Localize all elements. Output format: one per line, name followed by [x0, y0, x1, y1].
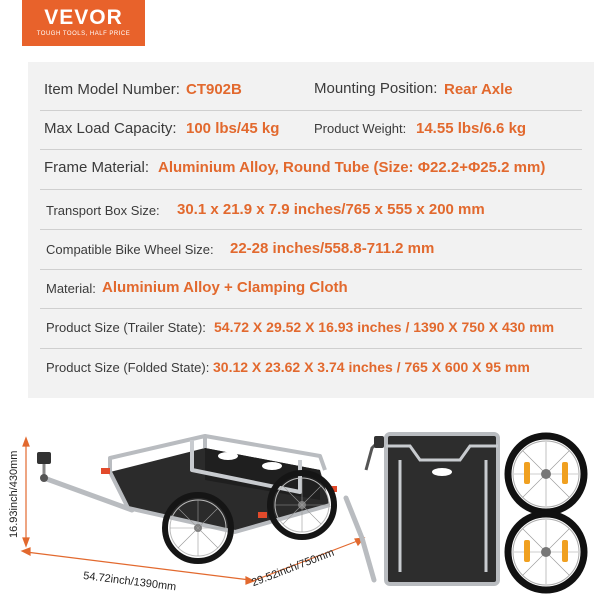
- trailer-folded: [346, 434, 498, 584]
- weight-label: Product Weight:: [314, 121, 407, 136]
- material-label: Material:: [46, 281, 96, 296]
- weight-value: 14.55 lbs/6.6 kg: [416, 120, 527, 137]
- box-label: Transport Box Size:: [46, 203, 160, 218]
- mount-value: Rear Axle: [444, 81, 513, 98]
- spare-wheels: [508, 436, 584, 590]
- folded-value: 30.12 X 23.62 X 3.74 inches / 765 X 600 X 95 mm: [213, 359, 530, 375]
- logo-tagline: TOUGH TOOLS, HALF PRICE: [36, 31, 131, 37]
- logo-brand: VEVOR: [44, 6, 123, 29]
- length-dimension-label: 54.72inch/1390mm: [82, 570, 177, 594]
- mount-label: Mounting Position:: [314, 80, 438, 97]
- frame-value: Aluminium Alloy, Round Tube (Size: Φ22.2+Φ25.2 mm): [158, 159, 546, 176]
- trailer-label: Product Size (Trailer State):: [46, 320, 206, 335]
- height-dimension-label: 16.93inch/430mm: [8, 450, 20, 538]
- width-dimension-label: 29.52inch/750mm: [250, 546, 336, 590]
- frame-label: Frame Material:: [44, 159, 150, 176]
- trailer-value: 54.72 X 29.52 X 16.93 inches / 1390 X 750 X 430 mm: [214, 319, 555, 335]
- trailer-assembled: [37, 436, 337, 561]
- load-value: 100 lbs/45 kg: [186, 120, 280, 137]
- wheel-value: 22-28 inches/558.8-711.2 mm: [230, 240, 435, 257]
- model-value: CT902B: [186, 81, 242, 98]
- model-label: Item Model Number:: [44, 81, 180, 98]
- folded-label: Product Size (Folded State):: [46, 360, 210, 375]
- box-value: 30.1 x 21.9 x 7.9 inches/765 x 555 x 200 mm: [177, 201, 485, 218]
- wheel-label: Compatible Bike Wheel Size:: [46, 242, 214, 257]
- material-value: Aluminium Alloy + Clamping Cloth: [102, 279, 348, 296]
- load-label: Max Load Capacity:: [44, 120, 177, 137]
